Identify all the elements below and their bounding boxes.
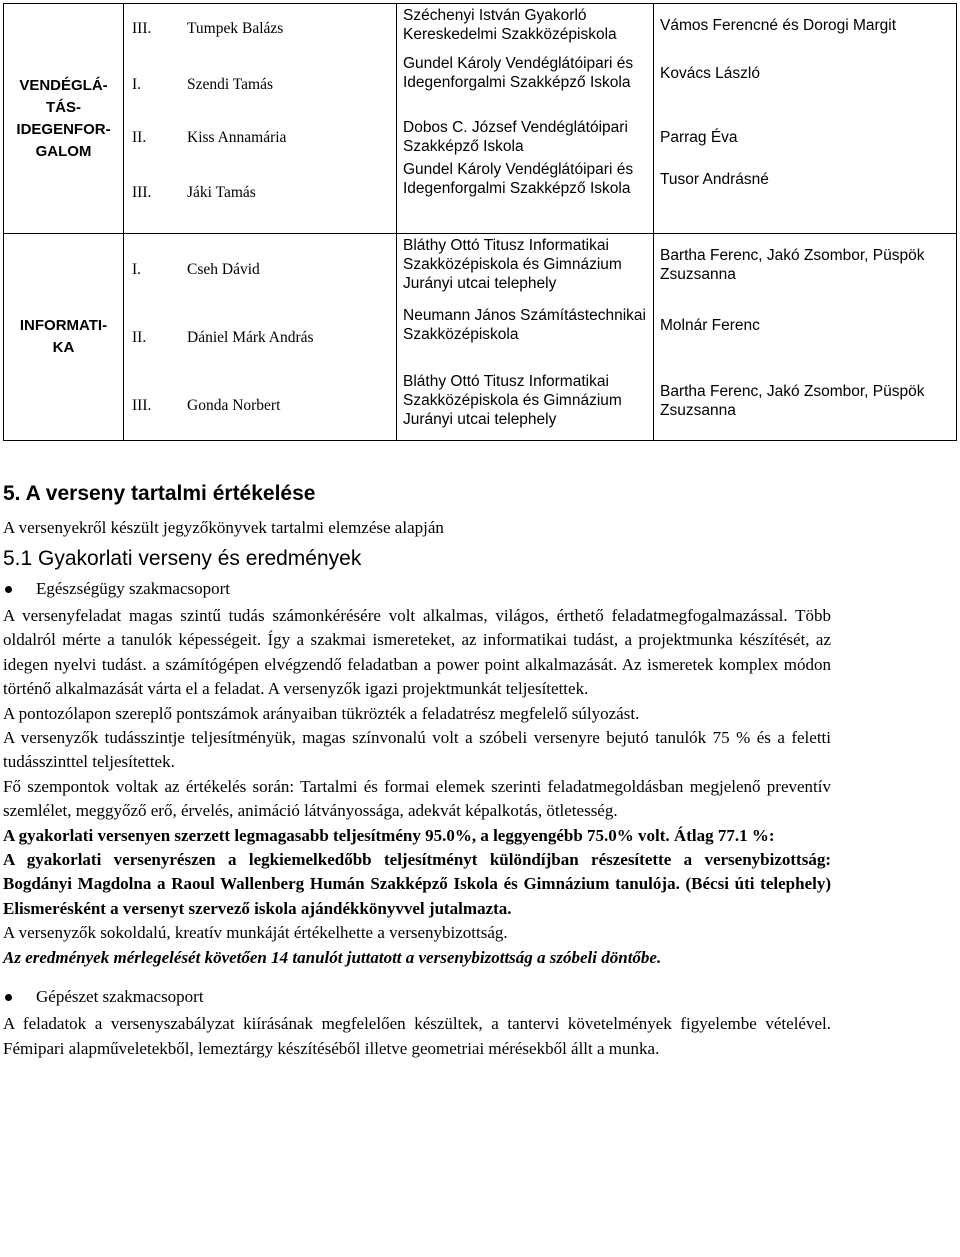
paragraph: A versenyfeladat magas szintű tudás számonkérésére volt alkalmas, világos, érthető feladatmegfogalmazással. Több oldalról mérte a tanulók képességeit. Így a szakmai ismereteket, az informatikai tudást, a projektmunka készítését, az idegen nyelvi tudást. a számítógépen elvégzendő feladatban a power point alkalmazását. Az ismeretek komplex módon történő alkalmazását várta el a feladat. A versenyzők igazi projektmunkát teljesítettek. [3,606,831,699]
section-subtitle: A versenyekről készült jegyzőkönyvek tartalmi elemzése alapján [3,518,444,537]
place-label: III. [132,183,152,201]
student-name: Cseh Dávid [187,260,260,278]
category-label: VENDÉGLÁ- TÁS- IDEGENFOR- GALOM [16,76,111,160]
place-label: III. [132,396,152,414]
paragraph: A versenyzők sokoldalú, kreatív munkáját értékelhette a versenybizottság. [3,923,508,943]
paragraph-bold: A gyakorlati versenyen szerzett legmagasabb teljesítmény 95.0%, a leggyengébb 75.0% volt. Átlag 77.1 %: [3,825,775,845]
teachers-cell [654,234,957,441]
schools-cell [397,234,654,441]
places-names-cell [124,4,397,234]
teacher-name: Vámos Ferencné és Dorogi Margit [660,17,897,34]
teacher-name: Kovács László [660,65,760,82]
document-body [3,478,831,1061]
school-name: Bláthy Ottó Titusz Informatikai Szakközépiskola és Gimnázium Jurányi utcai telephely [403,373,622,428]
result-row [124,370,396,440]
subsection-heading: 5.1 Gyakorlati verseny és eredmények [3,547,362,570]
result-row [124,234,396,304]
result-row [124,52,396,116]
teacher-name: Bartha Ferenc, Jakó Zsombor, Püspök Zsuzsanna [660,383,925,419]
school-name: Dobos C. József Vendéglátóipari Szakképző Iskola [403,119,628,155]
category-informatika [4,234,124,441]
bullet-label: Gépészet szakmacsoport [36,987,204,1007]
schools-cell [397,4,654,234]
category-vendeglatas [4,4,124,234]
result-row [124,116,396,158]
paragraph-bold: A gyakorlati versenyrészen a legkiemelkedőbb teljesítményt különdíjban részesítette a versenybizottság: Bogdányi Magdolna a Raoul Wallenberg Humán Szakképző Iskola és Gimnázium tanulója. (Bécsi úti telephely) Elismerésként a versenyt szervező iskola ajándékkönyvvel jutalmazta. [3,850,831,918]
student-name: Kiss Annamária [187,128,287,146]
student-name: Szendi Tamás [187,75,274,93]
places-names-cell [124,234,397,441]
place-label: II. [132,128,147,146]
school-name: Bláthy Ottó Titusz Informatikai Szakközépiskola és Gimnázium Jurányi utcai telephely [403,237,622,292]
student-name: Gonda Norbert [187,396,281,414]
teacher-name: Parrag Éva [660,129,738,146]
bullet-label: Egészségügy szakmacsoport [36,579,231,598]
school-name: Gundel Károly Vendéglátóipari és Idegenforgalmi Szakképző Iskola [403,161,634,197]
results-table [3,3,956,439]
paragraph-bolditalic: Az eredmények mérlegelését követően 14 tanulót juttatott a versenybizottság a szóbeli döntőbe. [3,947,662,967]
result-row [124,158,396,226]
school-name: Széchenyi István Gyakorló Kereskedelmi Szakközépiskola [403,7,617,43]
teacher-name: Bartha Ferenc, Jakó Zsombor, Püspök Zsuzsanna [660,247,925,283]
teachers-cell [654,4,957,234]
bullet-icon [5,586,12,593]
paragraph: A feladatok a versenyszabályzat kiírásának megfelelően készültek, a tantervi követelmények figyelembe vételével. Fémipari alapműveletekből, lemeztárgy készítéséből illetve geometriai mérésekből állt a munka. [3,1014,831,1058]
student-name: Dániel Márk András [187,328,314,346]
teacher-name: Tusor Andrásné [660,171,769,188]
place-label: I. [132,260,142,278]
paragraph: Fő szempontok voltak az értékelés során: Tartalmi és formai elemek szerinti feladatmegoldásban megjelenő preventív szemlélet, meggyőző erő, érvelés, animáció látványossága, adekvát képalkotás, ötletesség. [3,776,831,821]
section-heading: 5. A verseny tartalmi értékelése [3,482,316,505]
student-name: Tumpek Balázs [187,19,284,37]
bullet-icon [5,994,12,1001]
result-row [124,304,396,370]
bullet-gepeszet [3,984,831,1010]
school-name: Neumann János Számítástechnikai Szakközépiskola [403,307,646,343]
paragraph: A versenyzők tudásszintje teljesítményük, magas színvonalú volt a szóbeli versenyre bejutó tanulók 75 % és a feletti tudásszinttel teljesítettek. [3,728,831,772]
bullet-egeszsegugy [3,576,831,602]
teacher-name: Molnár Ferenc [660,317,760,334]
result-row [124,4,396,52]
place-label: II. [132,328,147,346]
student-name: Jáki Tamás [187,183,256,201]
place-label: III. [132,19,152,37]
place-label: I. [132,75,142,93]
results-grid [3,3,957,441]
category-label: INFORMATI- KA [19,317,108,356]
school-name: Gundel Károly Vendéglátóipari és Idegenforgalmi Szakképző Iskola [403,55,634,91]
paragraph: A pontozólapon szereplő pontszámok arányaiban tükrözték a feladatrész megfelelő súlyozást. [3,703,640,723]
